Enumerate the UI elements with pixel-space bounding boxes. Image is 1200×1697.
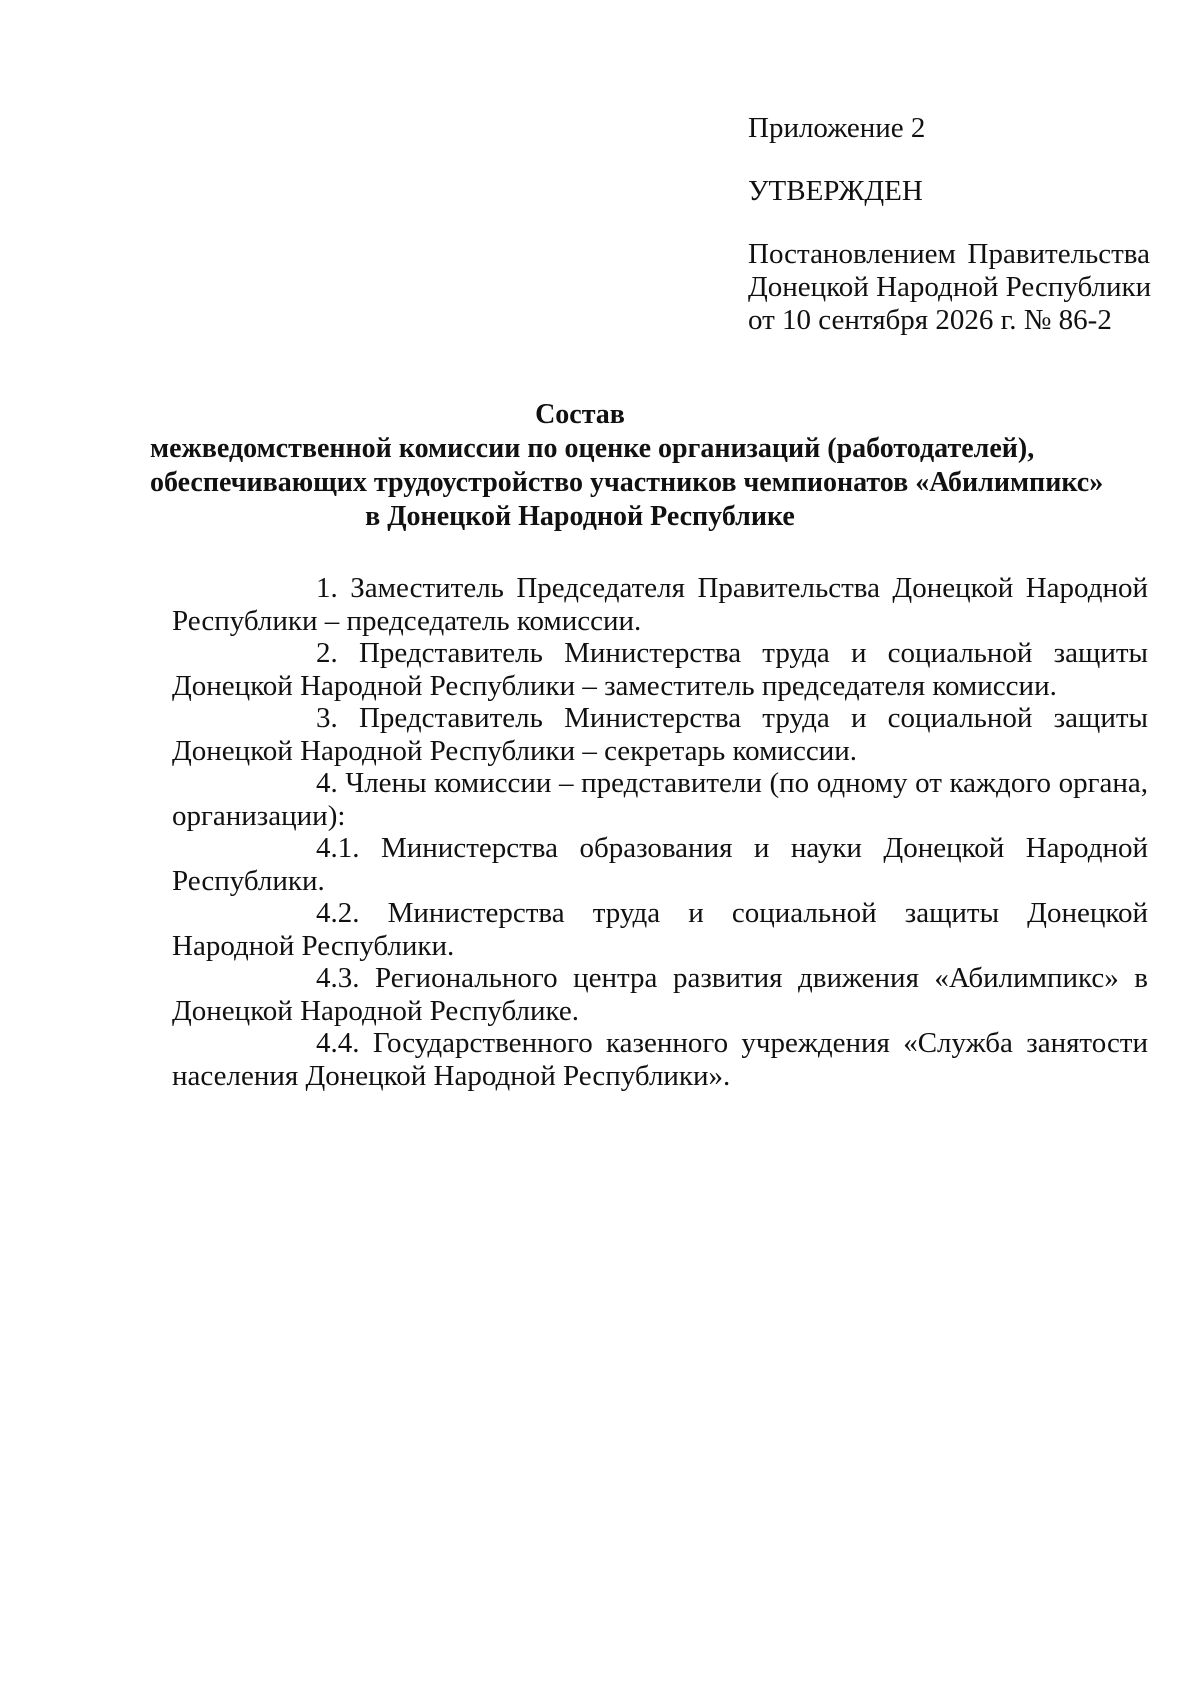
resolution-line-3: от 10 сентября 2026 г. № 86-2 (748, 304, 1112, 336)
item-number: 4.1. (316, 832, 360, 864)
list-item (172, 572, 1148, 638)
item-number: 3. (316, 702, 338, 734)
list-item (172, 962, 1148, 1028)
item-text: Заместитель Председателя Правительства Донецкой Народной Республики – председатель комиссии. (172, 572, 1149, 637)
item-text: Представитель Министерства труда и социальной защиты Донецкой Народной Республики – секретарь комиссии. (172, 702, 1148, 767)
approval-block (748, 112, 1152, 337)
item-text: Министерства труда и социальной защиты Донецкой Народной Республики. (172, 897, 1149, 962)
list-item (172, 1027, 1148, 1093)
title-line-3: обеспечивающих трудоустройство участников чемпионатов «Абилимпикс» (150, 467, 1104, 498)
title-line-4: в Донецкой Народной Республике (365, 501, 795, 532)
list-item (172, 702, 1148, 768)
item-number: 4.4. (316, 1027, 360, 1059)
item-text: Представитель Министерства труда и социальной защиты Донецкой Народной Республики – заместитель председателя комиссии. (172, 637, 1148, 702)
resolution-line-2: Донецкой Народной Республики (748, 271, 1152, 303)
list-item (172, 637, 1148, 703)
item-number: 2. (316, 637, 338, 669)
item-number: 4. (316, 767, 338, 799)
item-number: 1. (316, 572, 338, 604)
item-text: Государственного казенного учреждения «Служба занятости населения Донецкой Народной Республики». (172, 1027, 1149, 1092)
approved-label: УТВЕРЖДЕН (748, 175, 923, 207)
list-item (172, 832, 1148, 898)
commission-members-list (172, 572, 1148, 1092)
list-item (172, 897, 1148, 963)
item-text: Регионального центра развития движения «Абилимпикс» в Донецкой Народной Республике. (172, 962, 1148, 1027)
document-title (150, 398, 1104, 534)
item-number: 4.3. (316, 962, 360, 994)
item-text: Члены комиссии – представители (по одному от каждого органа, организации): (172, 767, 1149, 832)
title-line-2: межведомственной комиссии по оценке организаций (работодателей), (150, 433, 1035, 464)
item-text: Министерства образования и науки Донецкой Народной Республики. (172, 832, 1149, 897)
list-item (172, 767, 1148, 833)
appendix-label: Приложение 2 (748, 112, 926, 144)
item-number: 4.2. (316, 897, 360, 929)
title-line-1: Состав (535, 399, 625, 430)
resolution-line-1: Постановлением Правительства (748, 238, 1150, 270)
